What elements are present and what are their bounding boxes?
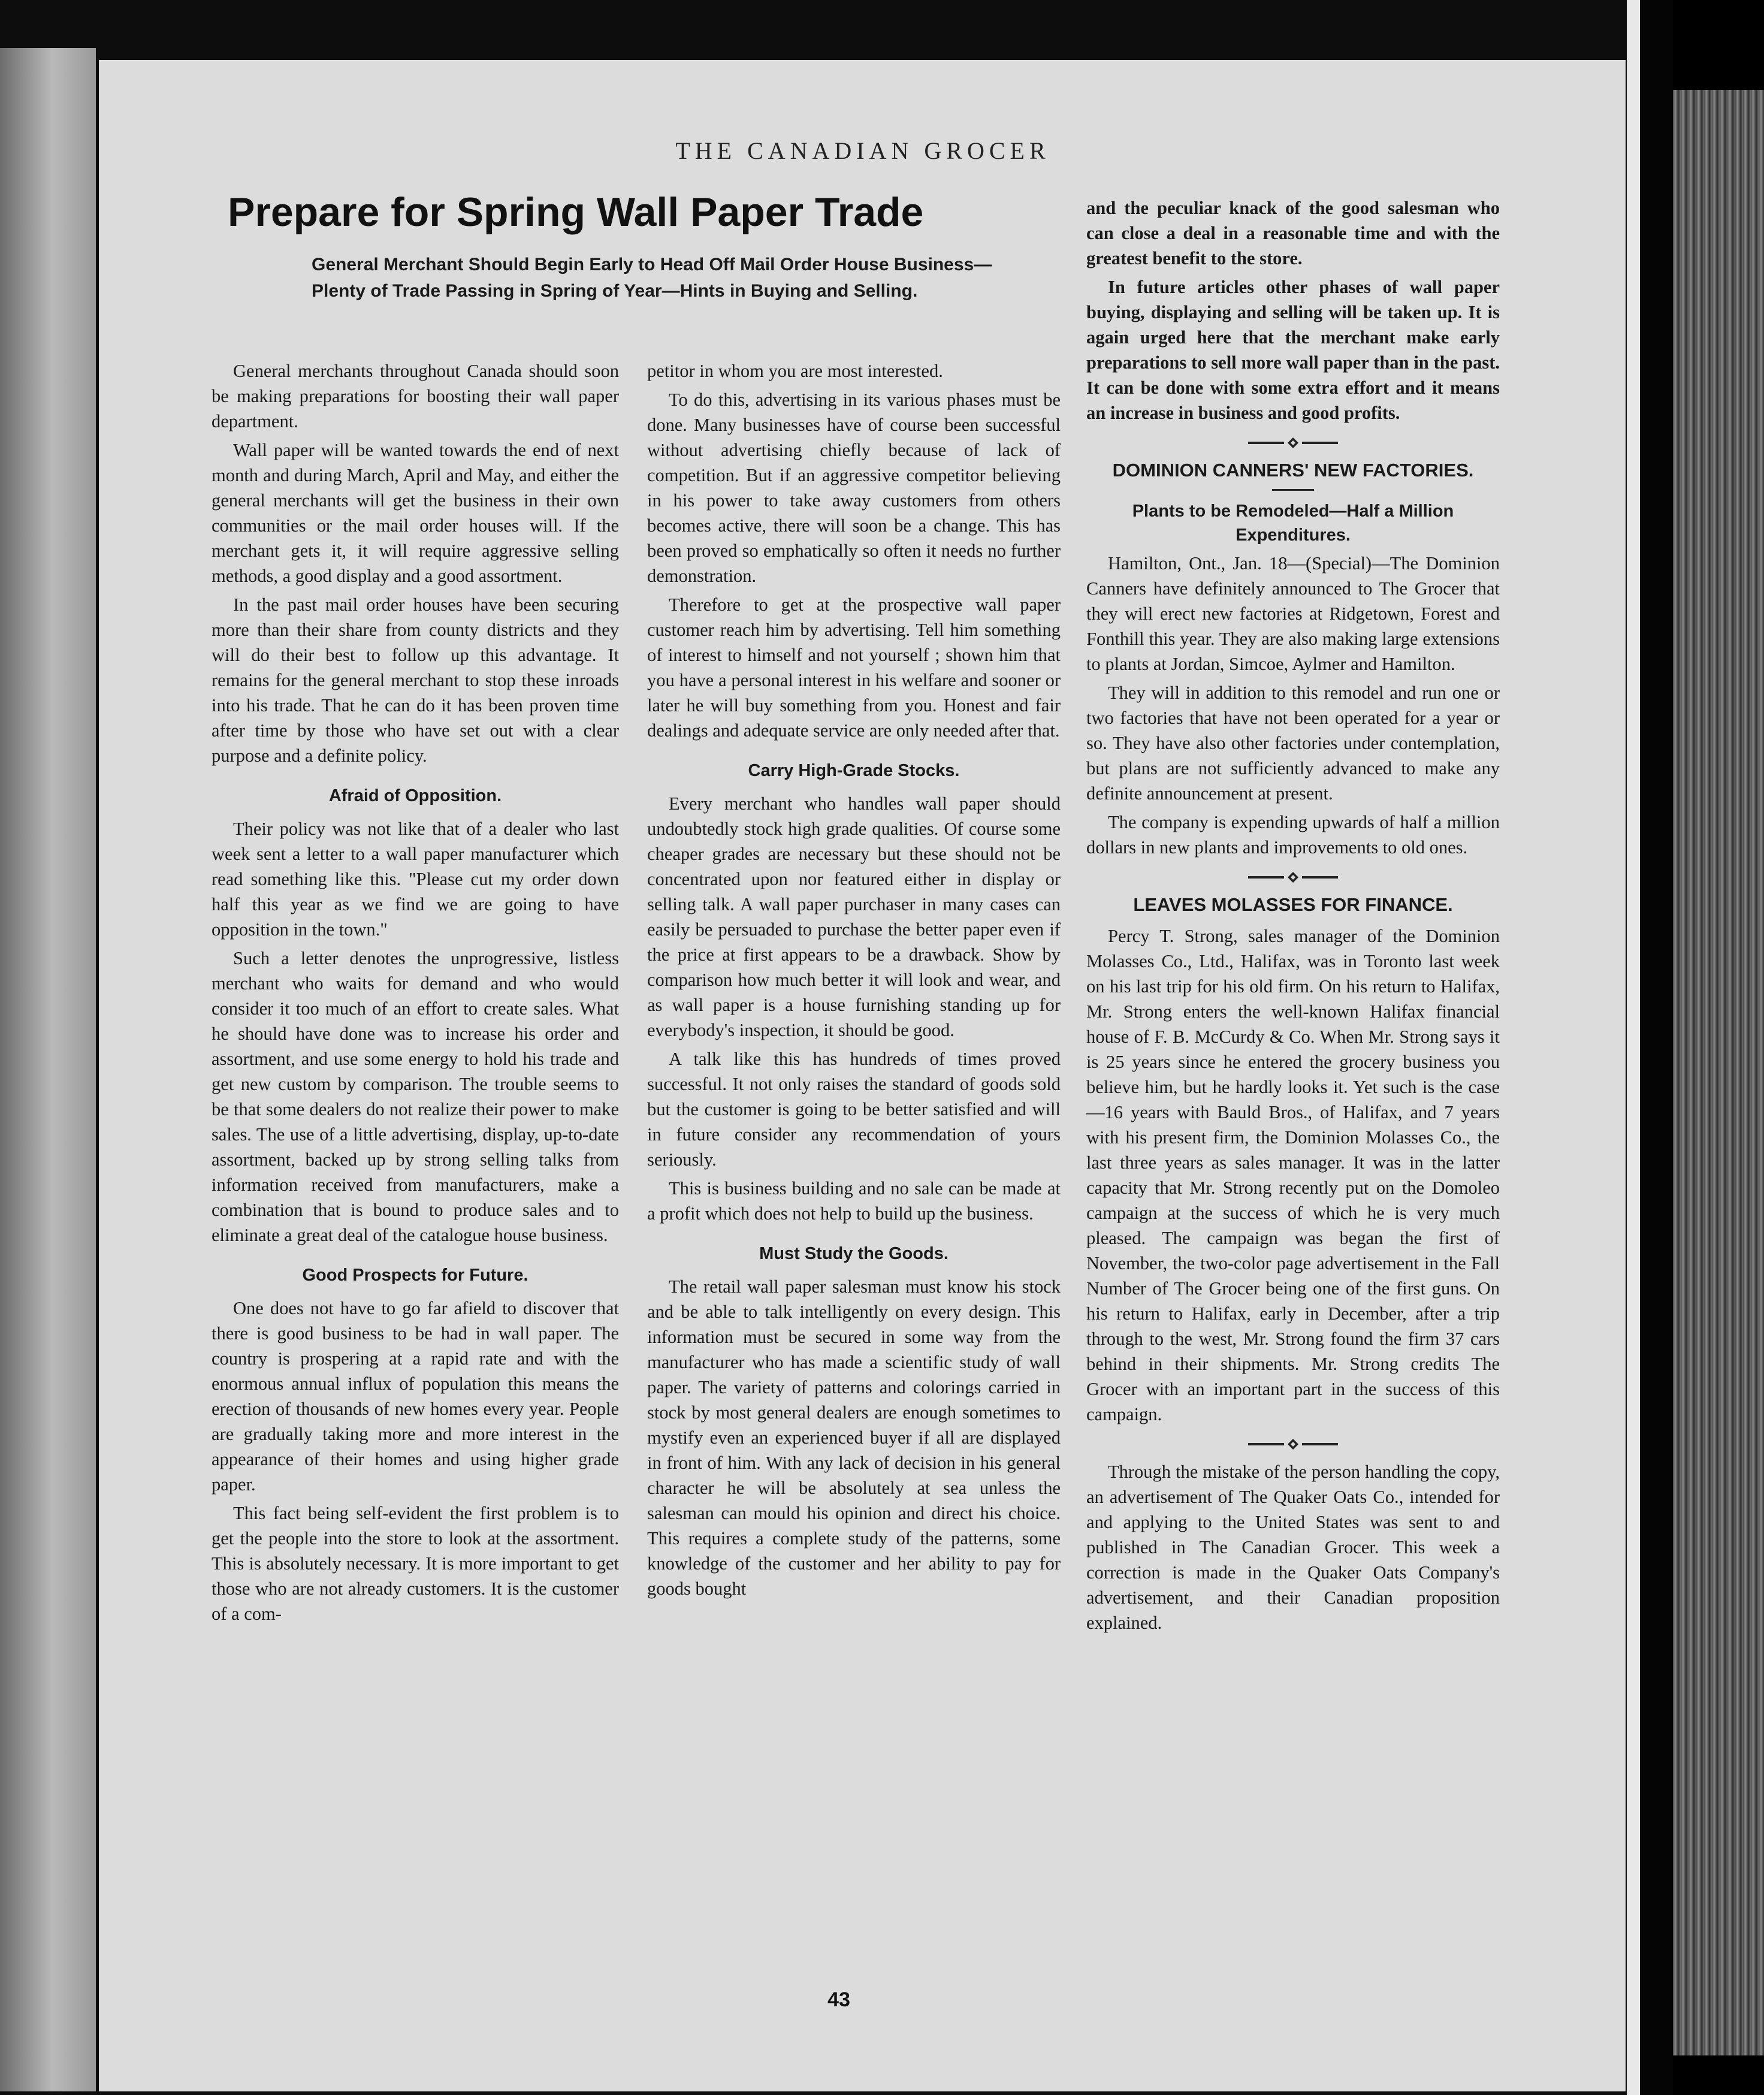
paragraph: They will in addition to this remodel and run one or two factories that have not been operated for a year or so. They have also other factories under contemplation, but plans are not sufficiently advanced to make any definite announcement at present.	[1086, 683, 1500, 804]
paragraph: petitor in whom you are most interested.	[647, 361, 943, 381]
binding-shadow	[1640, 0, 1673, 2095]
paragraph: Percy T. Strong, sales manager of the Dominion Molasses Co., Ltd., Halifax, was in Toronto last week on his last trip for his old firm. On his return to Halifax, Mr. Strong enters the well-known Halifax financial house of F. B. McCurdy & Co. When Mr. Strong says it is 25 years since he entered the grocery business you believe him, but he hardly looks it. Yet such is the case—16 years with Bauld Bros., of Halifax, and 7 years with his present firm, the Dominion Molasses Co., the last three years as sales manager. It was in the latter capacity that Mr. Strong recently put on the Domoleo campaign at the success of which he is very much pleased. The campaign was began the first of November, the two-color page advertisement in the Fall Number of The Grocer being one of the first guns. On his return to Halifax, early in December, after a trip through to the west, Mr. Strong found the firm 37 cars behind in their shipments. Mr. Strong credits The Grocer with an important part in the success of this campaign.	[1086, 926, 1500, 1424]
section-heading: Good Prospects for Future.	[302, 1266, 528, 1285]
paragraph: One does not have to go far afield to discover that there is good business to be had in wall paper. The country is prospering at a rapid rate and with the enormous annual influx of population this means the erection of thousands of new homes every year. People are gradually taking more and more interest in the appearance of their homes and using higher grade paper.	[212, 1298, 619, 1495]
paragraph: In the past mail order houses have been securing more than their share from county districts and they will do their best to follow up this advantage. It remains for the general merchant to stop these inroads into his trade. That he can do it has been proven time after time by those who have set out with a clear purpose and a definite policy.	[212, 594, 619, 766]
section-heading: LEAVES MOLASSES FOR FINANCE.	[1133, 894, 1453, 915]
paragraph: To do this, advertising in its various phases must be done. Many businesses have of course been successful without advertising chiefly because of lack of competition. But if an aggressive competitor believing in his power to take away customers from others becomes active, there will soon be a change. This has been proved so emphatically so often it needs no further demonstration.	[647, 390, 1061, 586]
paragraph: In future articles other phases of wall paper buying, displaying and selling will be taken up. It is again urged here that the merchant make early preparations to sell more wall paper than in the past. It can be done with some extra effort and it means an increase in business and good profits.	[1086, 277, 1500, 423]
paragraph: Such a letter denotes the unprogressive, listless merchant who waits for demand and who would consider it too much of an effort to create sales. What he should have done was to increase his order and assortment, and use some energy to hold his trade and get new custom by comparison. The trouble seems to be that some dealers do not realize their power to make sales. The use of a little advertising, display, up-to-date assortment, backed up by strong selling talks from information received from manufacturers, make a combination that is bound to produce sales and to eliminate a great deal of the catalogue house business.	[212, 948, 619, 1245]
paragraph: Therefore to get at the prospective wall paper customer reach him by advertising. Tell him something of interest to himself and not yourself ; shown him that you have a personal interest in his welfare and sooner or later he will buy something from you. Honest and fair dealings and adequate service are only needed after that.	[647, 594, 1061, 741]
ornament-divider-icon	[1248, 871, 1338, 884]
column-2	[647, 358, 1061, 1605]
paragraph: A talk like this has hundreds of times proved successful. It not only raises the standard of goods sold but the customer is going to be better satisfied and will in future consider any recommendation of yours seriously.	[647, 1049, 1061, 1170]
page-edge-highlight	[1627, 0, 1640, 2095]
ornament-divider-icon	[1248, 1438, 1338, 1451]
paragraph: This is business building and no sale can be made at a profit which does not help to build up the business.	[647, 1178, 1061, 1224]
paragraph: General merchants throughout Canada should soon be making preparations for boosting their wall paper department.	[212, 361, 619, 431]
page-number: 43	[827, 1988, 850, 2011]
page-stack	[1673, 90, 1764, 2055]
running-head: THE CANADIAN GROCER	[675, 137, 1050, 164]
paragraph: Wall paper will be wanted towards the end of next month and during March, April and May, and either the general merchants will get the business in their own communities or the mail order houses will. If the merchant gets it, it will require aggressive selling methods, a good display and a good assortment.	[212, 440, 619, 586]
paragraph: Through the mistake of the person handling the copy, an advertisement of The Quaker Oats Co., intended for and applying to the United States was sent to and published in The Canadian Grocer. This week a correction is made in the Quaker Oats Company's advertisement, and their Canadian proposition explained.	[1086, 1462, 1500, 1633]
ornament-divider-icon	[1248, 436, 1338, 449]
column-1	[212, 358, 619, 1630]
article-subtitle: General Merchant Should Begin Early to Head Off Mail Order House Business—Plenty of Trade Passing in Spring of Year—Hints in Buying and Selling.	[312, 255, 992, 301]
paragraph: The company is expending upwards of half a million dollars in new plants and improvements to old ones.	[1086, 812, 1500, 858]
section-heading: Afraid of Opposition.	[328, 786, 502, 805]
article-title: Prepare for Spring Wall Paper Trade	[228, 189, 924, 235]
book-binding-edge	[1627, 0, 1764, 2095]
paragraph: and the peculiar knack of the good salesman who can close a deal in a reasonable time and with the greatest benefit to the store.	[1086, 198, 1500, 268]
paragraph: Every merchant who handles wall paper should undoubtedly stock high grade qualities. Of course some cheaper grades are necessary but these should not be concentrated upon nor featured either in display or selling talk. A wall paper purchaser in many cases can easily be persuaded to purchase the better paper even if the price at first appears to be a drawback. Show by comparison how much better it will look and wear, and as wall paper is a house furnishing standing up for everybody's inspection, it should be good.	[647, 793, 1061, 1040]
section-heading: Carry High-Grade Stocks.	[748, 761, 960, 780]
paragraph: The retail wall paper salesman must know his stock and be able to talk intelligently on every design. This information must be secured in some way from the manufacturer who has made a scientific study of wall paper. The variety of patterns and colorings carried in stock by most general dealers are enough sometimes to mystify even an experienced buyer if all are displayed in front of him. With any lack of decision in his general character he will be absolutely at sea unless the salesman can mould his opinion and direct his choice. This requires a complete study of the patterns, some knowledge of the customer and her ability to pay for goods bought	[647, 1276, 1061, 1599]
section-subheading: Plants to be Remodeled—Half a Million Expenditures.	[1132, 502, 1454, 545]
adjacent-page-edge	[0, 48, 96, 2091]
short-rule	[1272, 489, 1314, 491]
paragraph: Hamilton, Ont., Jan. 18—(Special)—The Dominion Canners have definitely announced to The Grocer that they will erect new factories at Ridgetown, Forest and Fonthill this year. They are also making large extensions to plants at Jordan, Simcoe, Aylmer and Hamilton.	[1086, 553, 1500, 674]
paragraph: Their policy was not like that of a dealer who last week sent a letter to a wall paper manufacturer which read something like this. "Please cut my order down half this year as we find we are going to have opposition in the town."	[212, 819, 619, 940]
section-heading: DOMINION CANNERS' NEW FACTORIES.	[1112, 460, 1474, 481]
paragraph: This fact being self-evident the first problem is to get the people into the store to look at the assortment. This is absolutely necessary. It is more important to get those who are not already customers. It is the customer of a com-	[212, 1503, 619, 1624]
section-heading: Must Study the Goods.	[759, 1244, 949, 1263]
column-3	[1086, 195, 1500, 1639]
